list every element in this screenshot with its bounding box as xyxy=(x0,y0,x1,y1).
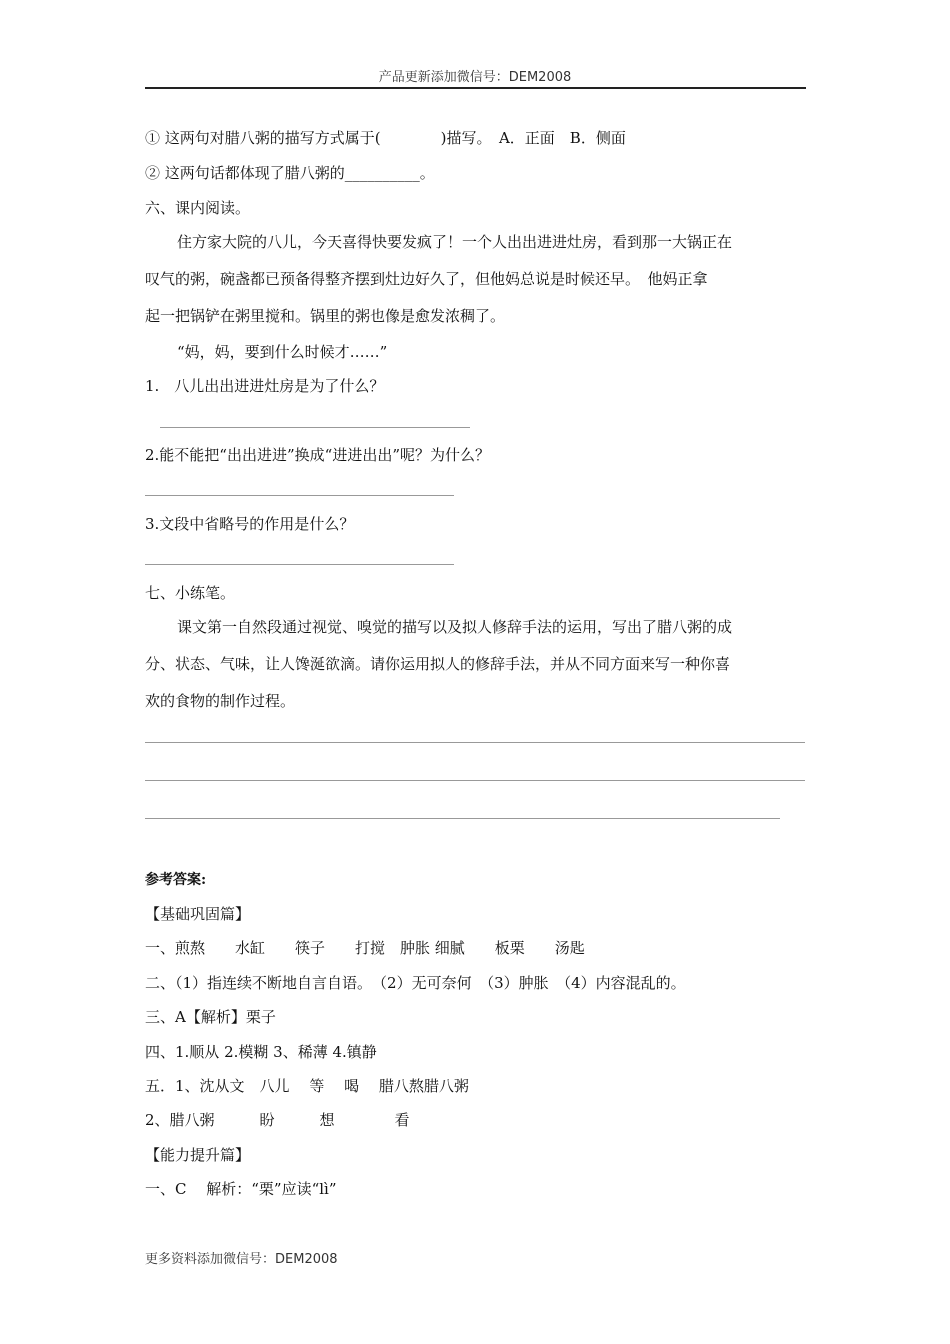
basic-section-title: 【基础巩固篇】 xyxy=(145,905,251,923)
section7-title: 七、小练笔。 xyxy=(145,584,236,602)
section5-question-1: ① 这两句对腊八粥的描写方式属于( )描写。 A．正面 B．侧面 xyxy=(145,129,626,147)
answer-line-text: 四、1.顺从 2.模糊 3、稀薄 4.镇静 xyxy=(145,1043,377,1061)
answer-line-text: 2、腊八粥 盼 想 看 xyxy=(145,1111,410,1129)
answer-line-text: 五．1、沈从文 八儿 等 喝 腊八熬腊八粥 xyxy=(145,1077,469,1095)
page-footer: 更多资料添加微信号：DEM2008 xyxy=(145,1252,338,1267)
writing-line xyxy=(145,818,780,819)
writing-line xyxy=(145,780,805,781)
section7-passage-line: 课文第一自然段通过视觉、嗅觉的描写以及拟人修辞手法的运用，写出了腊八粥的成 xyxy=(177,618,733,636)
answer-line-text: 二、（1）指连续不断地自言自语。 （2）无可奈何 （3）肿胀 （4）内容混乱的。 xyxy=(145,974,686,992)
section6-question: 3.文段中省略号的作用是什么？ xyxy=(145,515,355,533)
section7-passage-line: 欢的食物的制作过程。 xyxy=(145,692,296,710)
answer-line xyxy=(160,427,470,428)
page-header: 产品更新添加微信号：DEM2008 xyxy=(378,70,572,85)
section6-passage-line: 叹气的粥，碗盏都已预备得整齐摆到灶边好久了，但他妈总说是时候还早。 他妈正拿 xyxy=(145,270,708,288)
section6-passage-line: 起一把锅铲在粥里搅和。锅里的粥也像是愈发浓稠了。 xyxy=(145,307,506,325)
section7-passage-line: 分、状态、气味，让人馋涎欲滴。请你运用拟人的修辞手法，并从不同方面来写一种你喜 xyxy=(145,655,731,673)
writing-line xyxy=(145,742,805,743)
advanced-section-title: 【能力提升篇】 xyxy=(145,1146,251,1164)
section6-title: 六、课内阅读。 xyxy=(145,199,251,217)
answer-line xyxy=(145,495,454,496)
section6-question: 1. 八儿出出进进灶房是为了什么？ xyxy=(145,377,385,395)
section6-passage-line: 住方家大院的八儿，今天喜得快要发疯了！一个人出出进进灶房，看到那一大锅正在 xyxy=(177,233,733,251)
section6-question: 2.能不能把“出出进进”换成“进进出出”呢？为什么？ xyxy=(145,446,490,464)
answer-line-text: 三、A【解析】栗子 xyxy=(145,1008,276,1026)
header-rule xyxy=(145,87,806,89)
answer-line-text: 一、煎熬 水缸 筷子 打搅 肿胀 细腻 板栗 汤匙 xyxy=(145,939,585,957)
answer-line xyxy=(145,564,454,565)
section6-quote: “妈，妈，要到什么时候才……” xyxy=(177,343,388,361)
section5-question-2: ② 这两句话都体现了腊八粥的__________。 xyxy=(145,164,435,182)
answers-title: 参考答案: xyxy=(145,872,207,888)
answer-line-text: 一、C 解析：“栗”应读“lì” xyxy=(145,1180,337,1198)
